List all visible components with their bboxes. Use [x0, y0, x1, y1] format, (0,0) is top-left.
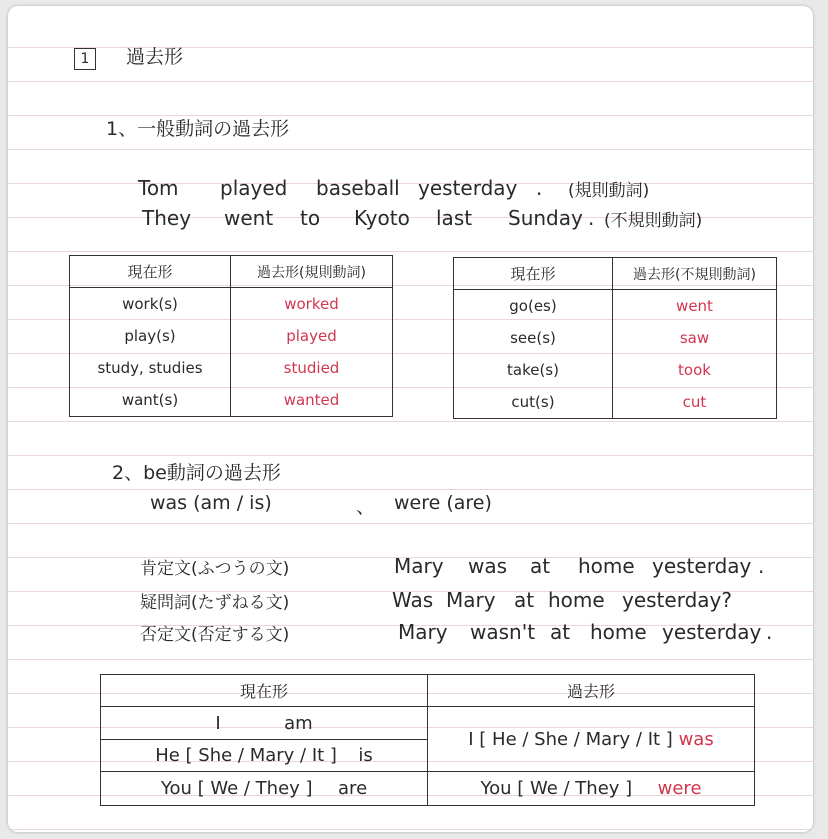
header-present: 現在形: [101, 675, 428, 707]
word: yesterday: [662, 620, 762, 644]
header-present: 現在形: [454, 258, 613, 290]
past-row-was: [428, 707, 755, 772]
subject: I: [215, 712, 221, 734]
past-form: went: [613, 290, 777, 322]
word: last: [436, 206, 473, 230]
past-form: studied: [231, 352, 393, 385]
present-form: cut(s): [454, 387, 613, 419]
section-title-text: 過去形: [126, 46, 184, 68]
notebook-page: [8, 6, 813, 832]
past-form: cut: [613, 387, 777, 419]
present-form: take(s): [454, 354, 613, 387]
present-row-you: [101, 772, 428, 806]
word: baseball: [316, 176, 400, 200]
header-past-regular: 過去形(規則動詞): [231, 256, 393, 288]
word: Mary: [394, 554, 444, 578]
word: .: [766, 620, 773, 644]
word: Sunday: [508, 206, 583, 230]
word: Kyoto: [354, 206, 410, 230]
sentence-label: 肯定文(ふつうの文): [140, 559, 290, 579]
word: yesterday?: [622, 588, 732, 612]
header-past: 過去形: [428, 675, 755, 707]
present-form: go(es): [454, 290, 613, 322]
regular-verbs-table: [69, 255, 393, 417]
subject: You [ We / They ]: [480, 778, 633, 799]
word: home: [578, 554, 635, 578]
present-form: play(s): [70, 320, 231, 352]
past-row-were: [428, 772, 755, 806]
verb: was: [678, 728, 714, 750]
example-sentence-1: [8, 176, 813, 206]
be-forms: [8, 492, 813, 520]
word: went: [224, 206, 274, 230]
negative-sentence: [8, 620, 813, 650]
example-sentence-2: [8, 206, 813, 236]
word: home: [548, 588, 605, 612]
present-form: work(s): [70, 288, 231, 320]
word: yesterday: [652, 554, 752, 578]
word: wasn't: [470, 620, 536, 644]
subject: I [ He / She / Mary / It ]: [468, 728, 673, 750]
present-row-i: [101, 707, 428, 740]
past-form: wanted: [231, 385, 393, 417]
verb: were: [657, 778, 702, 799]
section-number: 1: [74, 48, 96, 70]
present-row-he: [101, 740, 428, 772]
section-title: [74, 42, 183, 70]
past-form: worked: [231, 288, 393, 320]
present-form: study, studies: [70, 352, 231, 385]
past-form: took: [613, 354, 777, 387]
word: Was: [392, 588, 434, 612]
sentence-label: 否定文(否定する文): [140, 625, 290, 645]
question-sentence: [8, 588, 813, 618]
be-verb-table: [100, 674, 755, 806]
word: .: [536, 176, 543, 200]
word: They: [142, 206, 192, 230]
sentence-label: 疑問詞(たずねる文): [140, 593, 290, 613]
present-form: want(s): [70, 385, 231, 417]
header-past-irregular: 過去形(不規則動詞): [613, 258, 777, 290]
part1-heading: 1、一般動詞の過去形: [106, 118, 290, 140]
forms-separator: 、: [356, 496, 376, 518]
present-form: see(s): [454, 322, 613, 354]
affirmative-sentence: [8, 554, 813, 584]
verb: is: [358, 745, 373, 766]
past-form: played: [231, 320, 393, 352]
header-present: 現在形: [70, 256, 231, 288]
word: .: [588, 206, 595, 230]
word: to: [300, 206, 321, 230]
word: at: [514, 588, 535, 612]
verb-type-note: (不規則動詞): [604, 211, 703, 231]
subject: He [ She / Mary / It ]: [155, 745, 337, 766]
was-form: was (am / is): [150, 492, 272, 514]
part2-heading: 2、be動詞の過去形: [112, 462, 281, 484]
word: at: [530, 554, 551, 578]
verb: are: [338, 778, 368, 799]
word: Mary: [398, 620, 448, 644]
word: was: [468, 554, 508, 578]
word: home: [590, 620, 647, 644]
verb-type-note: (規則動詞): [568, 181, 650, 201]
word: played: [220, 176, 288, 200]
were-form: were (are): [394, 492, 492, 514]
irregular-verbs-table: [453, 257, 777, 419]
subject: You [ We / They ]: [160, 778, 313, 799]
word: yesterday: [418, 176, 518, 200]
word: Mary: [446, 588, 496, 612]
verb: am: [284, 712, 313, 734]
word: Tom: [138, 176, 179, 200]
word: .: [758, 554, 765, 578]
past-form: saw: [613, 322, 777, 354]
word: at: [550, 620, 571, 644]
